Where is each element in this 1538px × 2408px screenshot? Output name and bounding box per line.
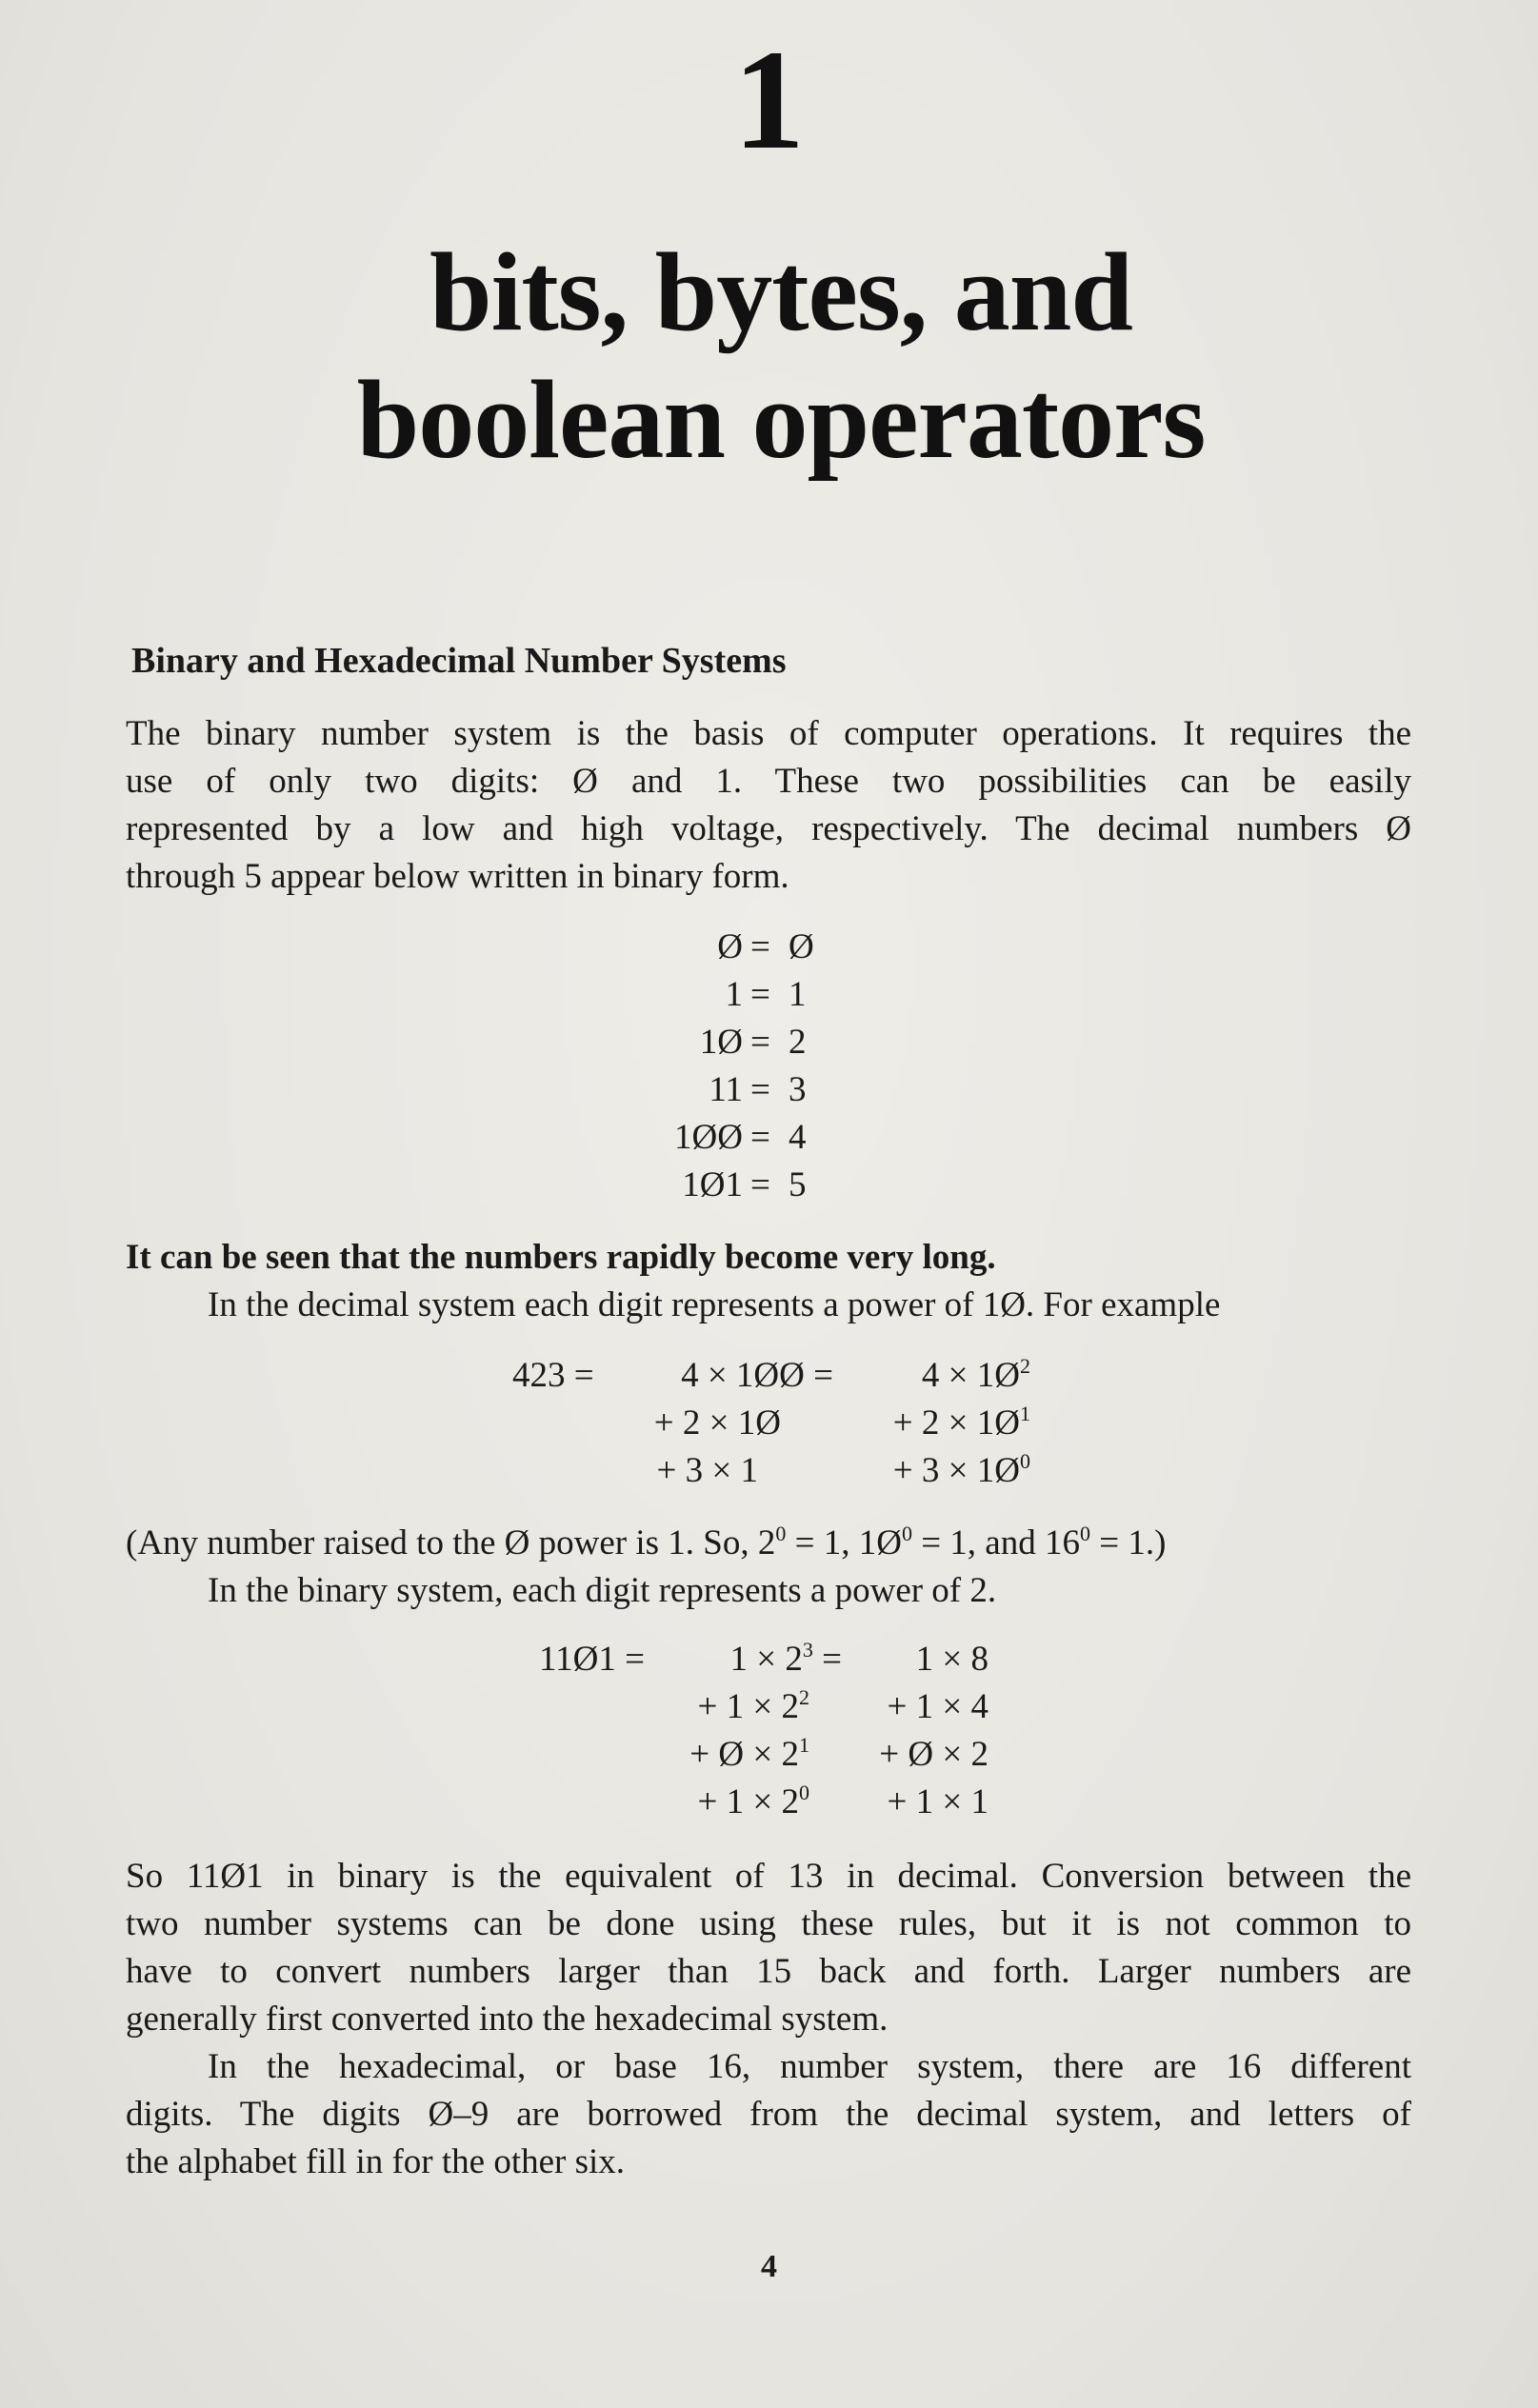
decimal-value: 2 <box>789 1023 807 1062</box>
paragraph-conversion <box>126 1853 1411 2043</box>
text-line: In the decimal system each digit represents a power of 1Ø. For example <box>208 1285 1221 1324</box>
binary-table-row <box>648 1019 867 1066</box>
binary-value: 1Ø1 <box>682 1165 743 1204</box>
expansion-term: + Ø × $2^1$ <box>689 1733 809 1774</box>
binary-value: 1Ø <box>699 1023 743 1062</box>
section-heading: Binary and Hexadecimal Number Systems <box>131 641 787 681</box>
text-line: two number systems can be done using these rules, but it is not common to <box>126 1904 1411 1943</box>
chapter-number: 1 <box>733 21 805 179</box>
equals-sign: = <box>750 975 770 1014</box>
equation-lhs: 11Ø1 = <box>539 1640 645 1679</box>
expansion-term: + 2 × 1Ø <box>653 1403 781 1443</box>
text-line: represented by a low and high voltage, respectively. The decimal numbers Ø <box>126 809 1411 848</box>
text-line: have to convert numbers larger than 15 back and forth. Larger numbers are <box>126 1952 1411 1991</box>
decimal-value: 4 <box>789 1118 807 1157</box>
value-term: 1 × 8 <box>915 1640 989 1679</box>
expansion-term: + $1 \times 2^2$ <box>697 1685 809 1726</box>
expansion-term: $1 \times 2^3$ = <box>729 1638 842 1679</box>
binary-expansion-example <box>0 1636 1538 1836</box>
value-term: + 1 × 4 <box>887 1687 989 1726</box>
equals-sign: = <box>750 1165 770 1204</box>
equals-sign: = <box>750 1118 770 1157</box>
text-line: So 11Ø1 in binary is the equivalent of 13 in decimal. Conversion between the <box>126 1857 1411 1896</box>
value-term: + Ø × 2 <box>879 1735 989 1774</box>
text-line: In the hexadecimal, or base 16, number system, there are 16 different <box>208 2047 1411 2086</box>
text-line: use of only two digits: Ø and 1. These two possibilities can be easily <box>126 762 1411 801</box>
binary-value: 1 <box>725 975 743 1014</box>
expansion-term: + 3 × 1 <box>656 1451 758 1490</box>
binary-table-row <box>648 1114 867 1162</box>
text-line: The binary number system is the basis of computer operations. It requires the <box>126 714 1411 753</box>
text-line: generally first converted into the hexadecimal system. <box>126 2000 889 2039</box>
expansion-term: + $1 \times 2^0$ <box>697 1781 809 1821</box>
binary-value: 1ØØ <box>674 1118 743 1157</box>
text-line: (Any number raised to the Ø power is 1. So, $2^0 = 1$, $1Ø^0 = 1$, and $16^0 = 1$.) <box>126 1522 1167 1562</box>
binary-table-row <box>648 924 867 971</box>
decimal-value: 3 <box>789 1070 807 1109</box>
chapter-title-line-1: bits, bytes, and <box>429 229 1133 354</box>
equation-lhs: 423 = <box>512 1356 594 1395</box>
text-line: through 5 appear below written in binary form. <box>126 857 789 896</box>
paragraph-zero-power <box>126 1520 1411 1615</box>
decimal-expansion-example <box>0 1352 1538 1504</box>
decimal-value: Ø <box>789 927 814 966</box>
paragraph-hexadecimal <box>126 2043 1411 2186</box>
text-line: digits. The digits Ø–9 are borrowed from the decimal system, and letters of <box>126 2095 1411 2134</box>
paragraph-binary-intro <box>126 710 1411 901</box>
decimal-value: 1 <box>789 975 807 1014</box>
text-line: In the binary system, each digit represents a power of 2. <box>208 1571 997 1610</box>
paragraph-decimal-intro <box>126 1282 1411 1329</box>
power-term: + $2 \times 1Ø^1$ <box>892 1402 1030 1443</box>
decimal-value: 5 <box>789 1165 807 1204</box>
equals-sign: = <box>750 927 770 966</box>
binary-table-row <box>648 1066 867 1114</box>
equals-sign: = <box>750 1070 770 1109</box>
text-line: It can be seen that the numbers rapidly become very long. <box>126 1238 996 1277</box>
page-number: 4 <box>761 2249 777 2284</box>
binary-table-row <box>648 971 867 1019</box>
expansion-term: 4 × 1ØØ = <box>681 1356 833 1395</box>
value-term: + 1 × 1 <box>887 1782 989 1821</box>
text-line: the alphabet fill in for the other six. <box>126 2142 626 2181</box>
binary-value: Ø <box>717 927 743 966</box>
paragraph-numbers-long <box>126 1234 1411 1282</box>
power-term: + $3 \times 1Ø^0$ <box>892 1449 1030 1490</box>
binary-value: 11 <box>709 1070 743 1109</box>
equals-sign: = <box>750 1023 770 1062</box>
chapter-title <box>190 229 1371 484</box>
chapter-title-line-2: boolean operators <box>356 357 1206 482</box>
binary-table-row <box>648 1162 867 1209</box>
power-term: $4 \times 1Ø^2$ <box>921 1354 1030 1395</box>
